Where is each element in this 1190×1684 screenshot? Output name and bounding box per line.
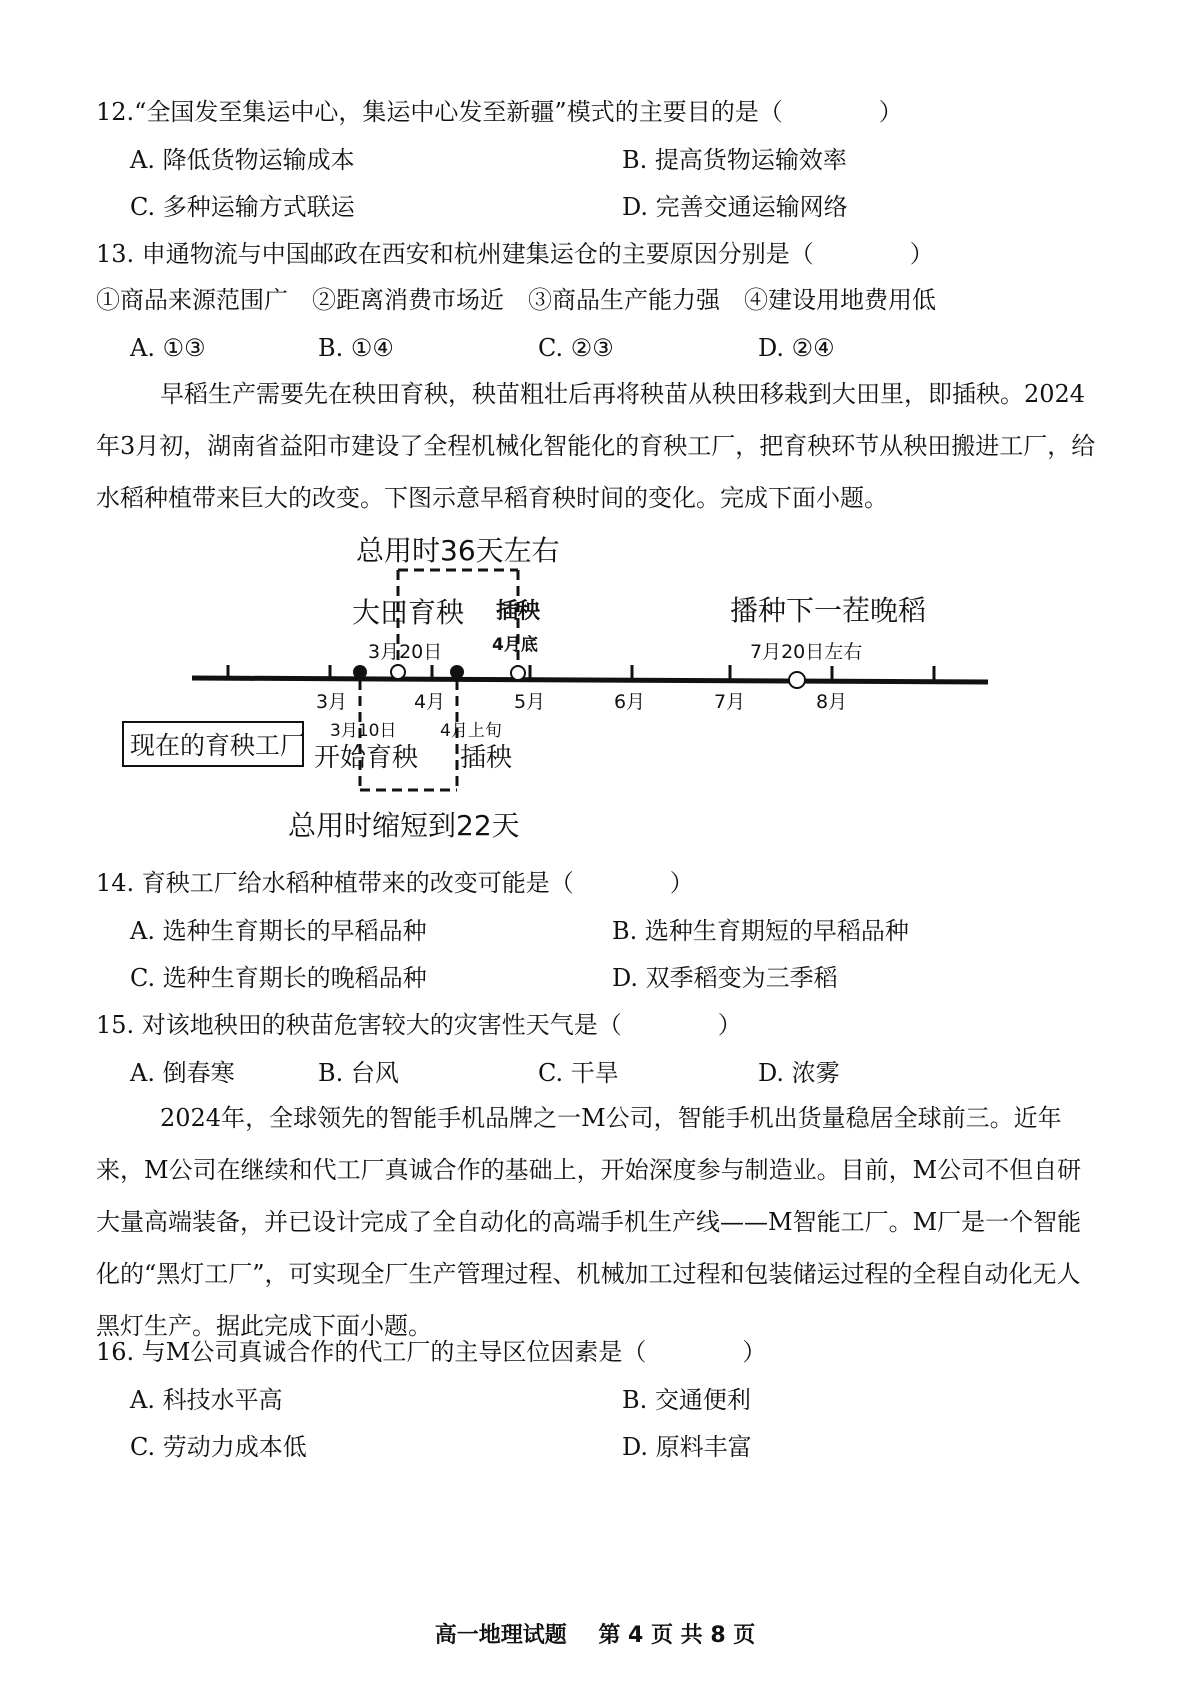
transplant-bottom-label: 插秧	[460, 743, 513, 773]
footer-subject: 高一地理试题	[434, 1623, 567, 1648]
q13-option-d[interactable]: D. ②④	[758, 334, 835, 362]
timeline-axis	[192, 678, 988, 682]
q13-option-c[interactable]: C. ②③	[538, 334, 614, 362]
page-footer	[0, 1618, 1190, 1649]
early-apr-label: 4月上旬	[440, 721, 502, 741]
month-label-8: 8月	[816, 691, 848, 713]
q12-option-c[interactable]: C. 多种运输方式联运	[130, 193, 355, 221]
q12-option-b[interactable]: B. 提高货物运输效率	[622, 146, 847, 174]
jul20-point	[789, 672, 805, 688]
q13-option-a[interactable]: A. ①③	[130, 334, 206, 362]
q14-option-a[interactable]: A. 选种生育期长的早稻品种	[130, 917, 427, 945]
q15-option-b[interactable]: B. 台风	[318, 1059, 399, 1087]
late-rice-label: 播种下一茬晚稻	[730, 594, 927, 627]
transplant-top-label: 插秧	[496, 599, 541, 624]
footer-page-number: 第 4 页 共 8 页	[598, 1623, 756, 1648]
q16-option-a[interactable]: A. 科技水平高	[130, 1386, 283, 1414]
q12-stem: 12.“全国发至集运中心，集运中心发至新疆”模式的主要目的是（ ）	[96, 98, 903, 126]
q13-stem: 13. 申通物流与中国邮政在西安和杭州建集运仓的主要原因分别是（ ）	[96, 240, 934, 268]
q16-option-d[interactable]: D. 原料丰富	[622, 1433, 752, 1461]
mar10-point	[353, 665, 367, 679]
jul20-label: 7月20日左右	[750, 641, 863, 663]
month-label-6: 6月	[614, 691, 646, 713]
late-apr-point	[511, 666, 525, 680]
early-apr-point	[450, 665, 464, 679]
month-label-3: 3月	[316, 691, 348, 713]
field-nursery-label: 大田育秧	[352, 596, 465, 629]
q13-option-b[interactable]: B. ①④	[318, 334, 394, 362]
q15-option-a[interactable]: A. 倒春寒	[130, 1059, 235, 1087]
q16-stem: 16. 与M公司真诚合作的代工厂的主导区位因素是（ ）	[96, 1338, 767, 1366]
q12-option-a[interactable]: A. 降低货物运输成本	[130, 146, 355, 174]
q14-option-c[interactable]: C. 选种生育期长的晚稻品种	[130, 964, 427, 992]
passage-m-company: 2024年，全球领先的智能手机品牌之一M公司，智能手机出货量稳居全球前三。近年来，M公司在继续和代工厂真诚合作的基础上，开始深度参与制造业。目前，M公司不但自研大量高端装备，并已设计完成了全自动化的高端手机生产线——M智能工厂。M厂是一个智能化的“黑灯工厂”，可实现全厂生产管理过程、机械加工过程和包装储运过程的全程自动化无人黑灯生产。据此完成下面小题。	[96, 1104, 1082, 1340]
q13-items: ①商品来源范围广 ②距离消费市场近 ③商品生产能力强 ④建设用地费用低	[96, 286, 936, 314]
q15-stem: 15. 对该地秧田的秧苗危害较大的灾害性天气是（ ）	[96, 1011, 742, 1039]
factory-box-label: 现在的育秧工厂	[130, 731, 306, 760]
q14-option-b[interactable]: B. 选种生育期短的早稻品种	[612, 917, 909, 945]
q15-option-c[interactable]: C. 干旱	[538, 1059, 619, 1087]
top-total-group	[356, 534, 560, 567]
top-total-text: 总用时36天左右	[356, 534, 560, 567]
month-label-4: 4月	[414, 691, 446, 713]
start-nursery-label: 开始育秧	[314, 743, 419, 773]
q14-option-d[interactable]: D. 双季稻变为三季稻	[612, 964, 838, 992]
q12-option-d[interactable]: D. 完善交通运输网络	[622, 193, 848, 221]
bottom-total-label: 总用时缩短到22天	[288, 809, 520, 842]
mar20-label: 3月20日	[368, 641, 443, 663]
passage-rice-seedlings: 早稻生产需要先在秧田育秧，秧苗粗壮后再将秧苗从秧田移栽到大田里，即插秧。2024年3月初，湖南省益阳市建设了全程机械化智能化的育秧工厂，把育秧环节从秧田搬进工厂，给水稻种植带来巨大的改变。下图示意早稻育秧时间的变化。完成下面小题。	[96, 380, 1096, 512]
month-label-7: 7月	[714, 691, 746, 713]
transplant-date-top: 4月底	[492, 635, 538, 655]
q16-option-c[interactable]: C. 劳动力成本低	[130, 1433, 307, 1461]
month-label-5: 5月	[514, 691, 546, 713]
q15-option-d[interactable]: D. 浓雾	[758, 1059, 840, 1087]
q14-stem: 14. 育秧工厂给水稻种植带来的改变可能是（ ）	[96, 869, 694, 897]
mar20-point	[391, 665, 405, 679]
mar10-label: 3月10日	[330, 721, 397, 741]
q16-option-b[interactable]: B. 交通便利	[622, 1386, 751, 1414]
